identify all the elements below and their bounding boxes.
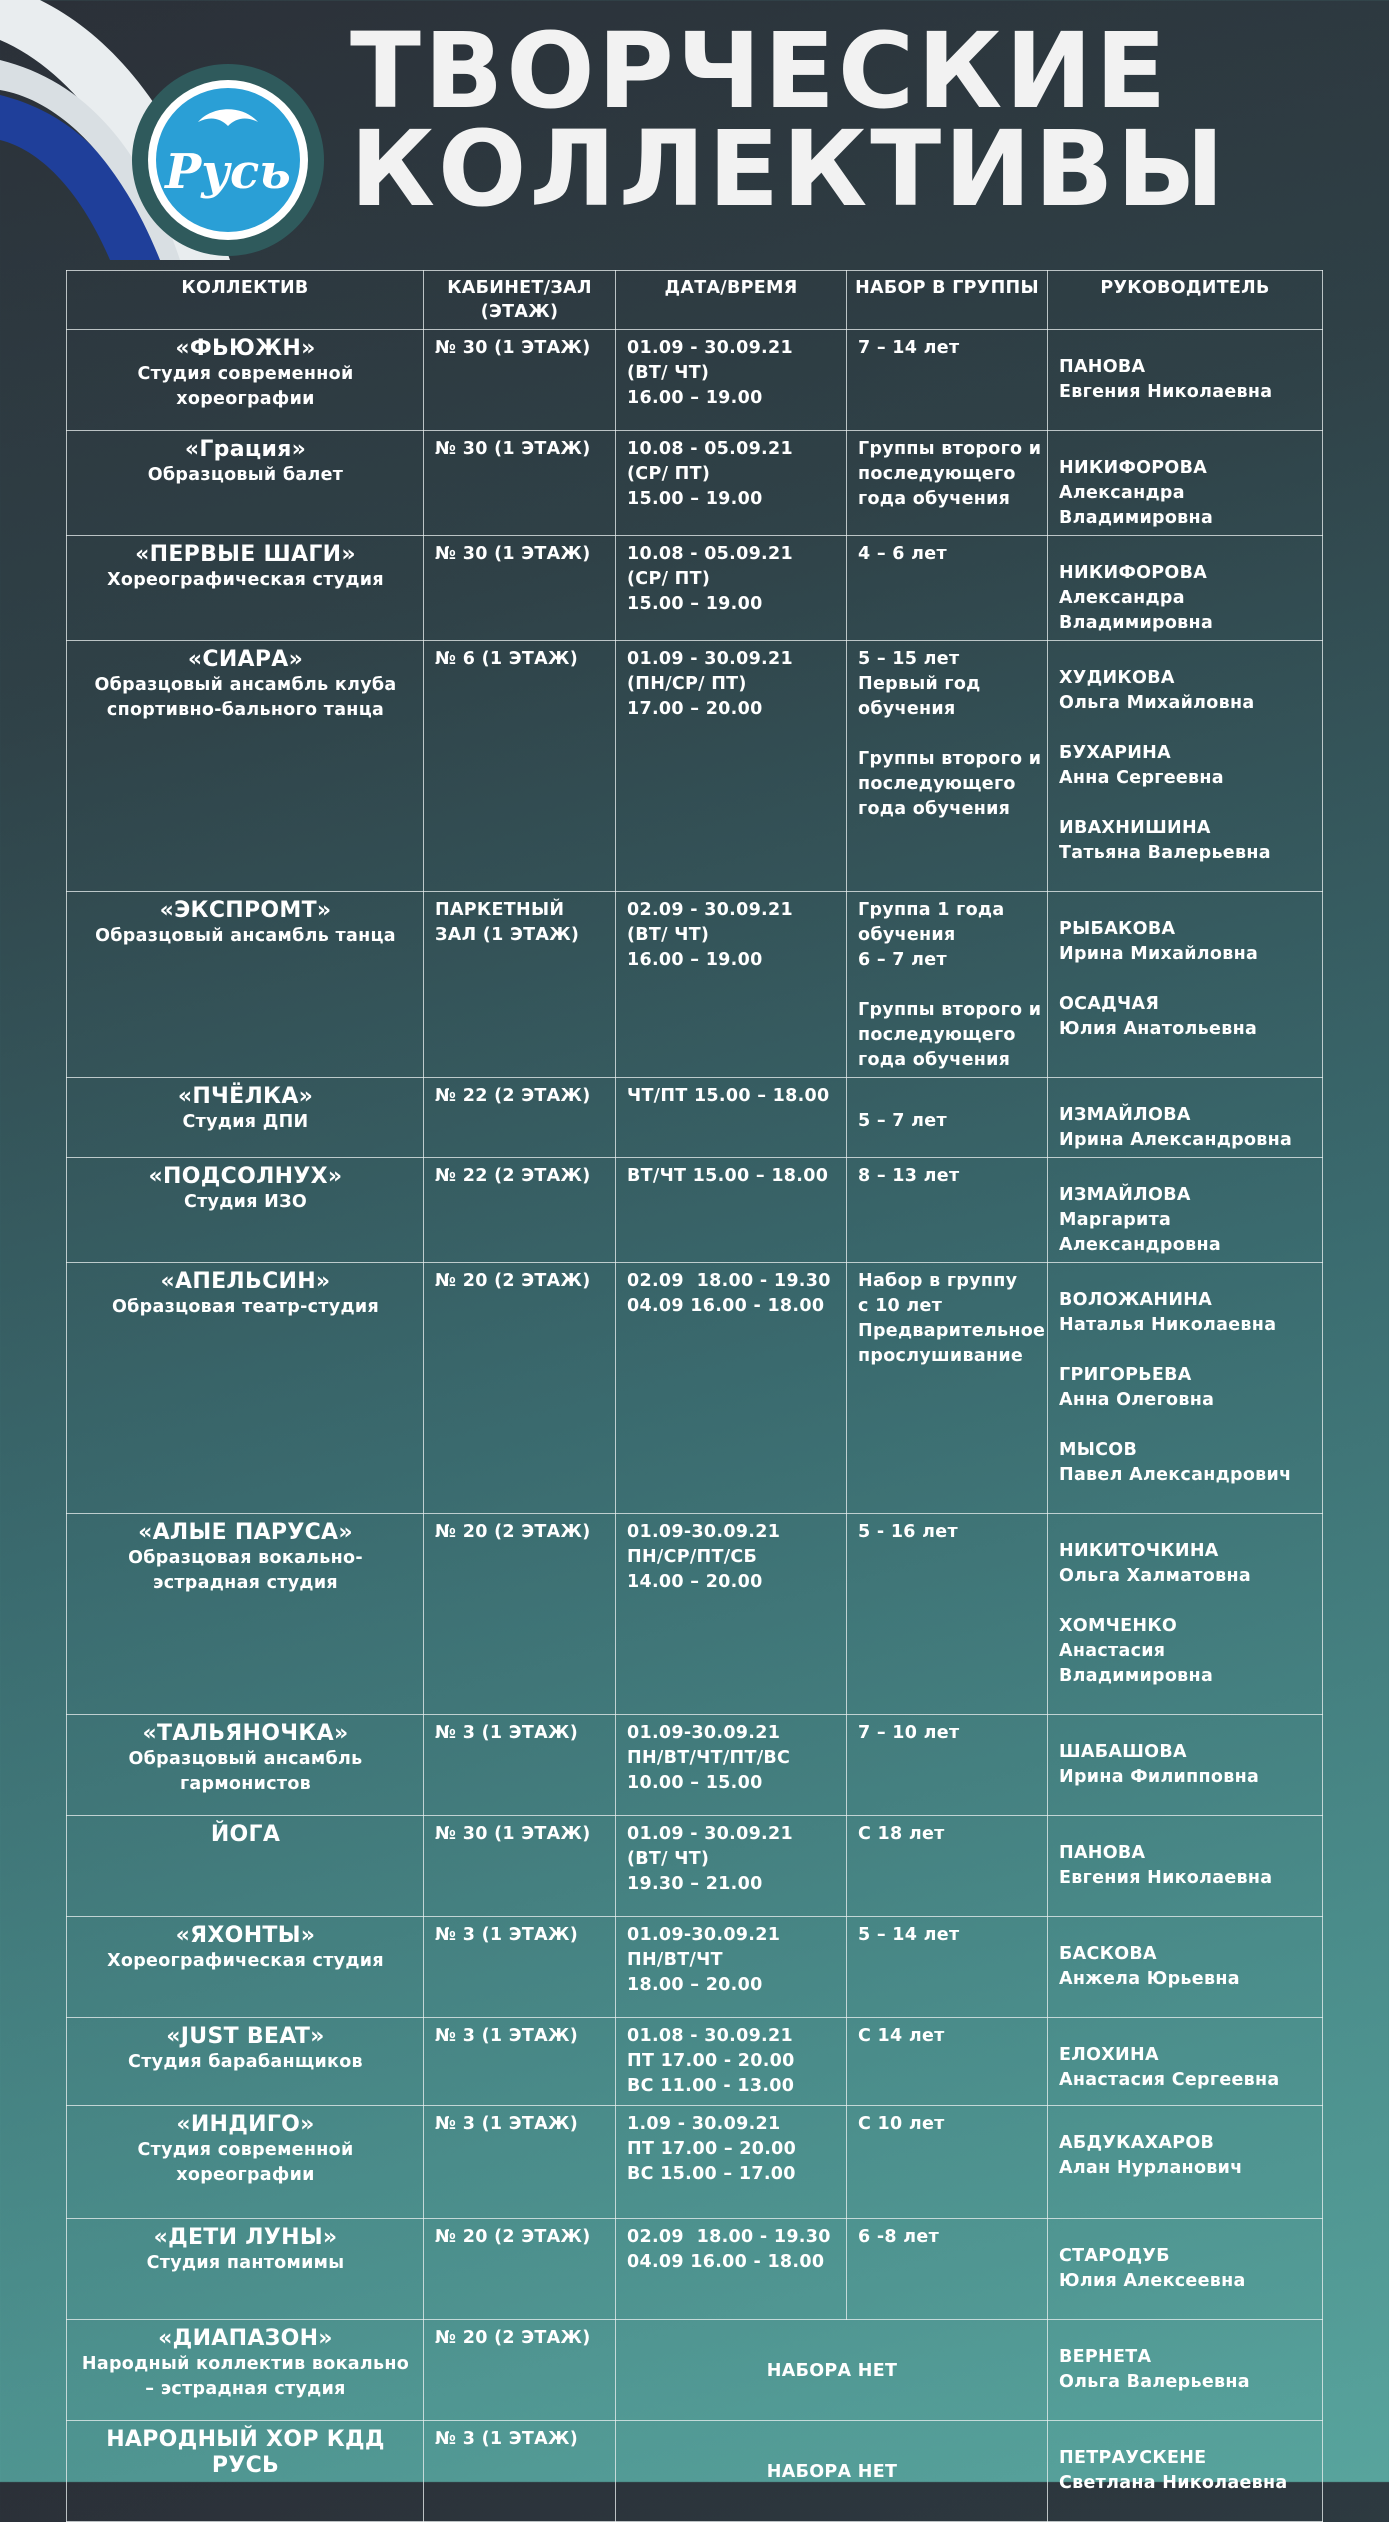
cell-enrollment (847, 1715, 1048, 1816)
datetime-line: 14.00 – 20.00 (627, 1572, 763, 1592)
enrollment-line: обучения (858, 925, 956, 945)
cell-datetime (616, 1917, 847, 2018)
datetime-line: 16.00 – 19.00 (627, 950, 763, 970)
enrollment-line (858, 1084, 1037, 1109)
collective-name: НАРОДНЫЙ ХОР КДД РУСЬ (106, 2427, 385, 2478)
cell-room: № 3 (1 ЭТАЖ) (424, 2018, 616, 2106)
collective-name: «Грация» (184, 437, 307, 462)
datetime-line: 01.09 - 30.09.21 (627, 649, 793, 669)
collective-name: «ТАЛЬЯНОЧКА» (142, 1721, 349, 1746)
leader-line: Анна Сергеевна (1059, 768, 1224, 788)
cell-collective (67, 431, 424, 536)
cell-leader (1048, 1263, 1323, 1514)
table-row (67, 2320, 1323, 2421)
datetime-line: 04.09 16.00 - 18.00 (627, 1296, 825, 1316)
cell-collective (67, 1263, 424, 1514)
leader-line: ВОЛОЖАНИНА (1059, 1290, 1213, 1310)
datetime-line: (СР/ ПТ) (627, 464, 711, 484)
leader-line: БУХАРИНА (1059, 743, 1171, 763)
enrollment-line: 6 – 7 лет (858, 950, 947, 970)
datetime-line: ПН/ВТ/ЧТ/ПТ/ВС (627, 1748, 791, 1768)
collective-name: «ФЬЮЖН» (175, 336, 316, 361)
enrollment-line: обучения (858, 699, 956, 719)
leader-line: АБДУКАХАРОВ (1059, 2133, 1215, 2153)
collective-description: Народный коллектив вокально – эстрадная студия (81, 2354, 410, 2399)
table-row (67, 2421, 1323, 2522)
enrollment-line: 5 - 16 лет (858, 1522, 958, 1542)
cell-enrollment (847, 2018, 1048, 2106)
leader-line: Александровна (1059, 1235, 1221, 1255)
cell-datetime (616, 1078, 847, 1158)
leader-line: Владимировна (1059, 1666, 1214, 1686)
datetime-line: 01.09 - 30.09.21 (627, 338, 793, 358)
leader-line: ИВАХНИШИНА (1059, 818, 1211, 838)
datetime-line: (ВТ/ ЧТ) (627, 925, 710, 945)
cell-datetime (616, 431, 847, 536)
leader-line: РЫБАКОВА (1059, 919, 1176, 939)
enrollment-line: Группы второго и (858, 1000, 1042, 1020)
cell-enrollment (847, 536, 1048, 641)
enrollment-line: года обучения (858, 799, 1011, 819)
enrollment-line: года обучения (858, 489, 1011, 509)
leader-line: ОСАДЧАЯ (1059, 994, 1160, 1014)
table-row (67, 1263, 1323, 1514)
datetime-line: ПН/СР/ПТ/СБ (627, 1547, 758, 1567)
leader-line: Анастасия Сергеевна (1059, 2070, 1280, 2090)
leader-line: Александра (1059, 588, 1185, 608)
header-leader: РУКОВОДИТЕЛЬ (1048, 271, 1323, 330)
table-row (67, 1514, 1323, 1715)
enrollment-line: года обучения (858, 1050, 1011, 1070)
enrollment-line: прослушивание (858, 1346, 1024, 1366)
datetime-line: 01.09-30.09.21 (627, 1925, 781, 1945)
leader-line: Евгения Николаевна (1059, 382, 1273, 402)
cell-room: № 30 (1 ЭТАЖ) (424, 330, 616, 431)
cell-datetime (616, 2219, 847, 2320)
leader-line: ИЗМАЙЛОВА (1059, 1105, 1191, 1125)
cell-leader (1048, 892, 1323, 1078)
leader-line: Павел Александрович (1059, 1465, 1292, 1485)
cell-collective (67, 641, 424, 892)
cell-collective (67, 330, 424, 431)
leader-line: ГРИГОРЬЕВА (1059, 1365, 1192, 1385)
leader-line: Евгения Николаевна (1059, 1868, 1273, 1888)
enrollment-line: 8 – 13 лет (858, 1166, 960, 1186)
datetime-line: 02.09 18.00 - 19.30 (627, 2227, 831, 2247)
leader-line: Анжела Юрьевна (1059, 1969, 1240, 1989)
datetime-line: 01.09 - 30.09.21 (627, 1824, 793, 1844)
leader-line: Анна Олеговна (1059, 1390, 1215, 1410)
cell-enrollment (847, 1514, 1048, 1715)
leader-line (1059, 791, 1312, 816)
cell-room: № 3 (1 ЭТАЖ) (424, 2106, 616, 2219)
datetime-line: 04.09 16.00 - 18.00 (627, 2252, 825, 2272)
cell-datetime (616, 330, 847, 431)
cell-datetime (616, 536, 847, 641)
cell-leader (1048, 1917, 1323, 2018)
schedule-table (66, 270, 1323, 2522)
leader-line: ХУДИКОВА (1059, 668, 1175, 688)
datetime-line: 1.09 - 30.09.21 (627, 2114, 781, 2134)
leader-line: Ольга Валерьевна (1059, 2372, 1250, 2392)
cell-leader (1048, 1514, 1323, 1715)
leader-line: ПАНОВА (1059, 357, 1146, 377)
table-row (67, 536, 1323, 641)
datetime-line: 10.00 – 15.00 (627, 1773, 763, 1793)
cell-room: № 20 (2 ЭТАЖ) (424, 2219, 616, 2320)
enrollment-line: 4 – 6 лет (858, 544, 947, 564)
datetime-line: 10.08 - 05.09.21 (627, 544, 793, 564)
cell-no-enrollment: НАБОРА НЕТ (616, 2320, 1048, 2421)
cell-collective (67, 2320, 424, 2421)
cell-room: № 3 (1 ЭТАЖ) (424, 2421, 616, 2522)
cell-leader (1048, 1715, 1323, 1816)
collective-name: «ДИАПАЗОН» (158, 2326, 333, 2351)
cell-enrollment (847, 2219, 1048, 2320)
datetime-line: (ВТ/ ЧТ) (627, 363, 710, 383)
cell-leader (1048, 330, 1323, 431)
leader-line: Наталья Николаевна (1059, 1315, 1277, 1335)
cell-leader (1048, 2106, 1323, 2219)
cell-collective (67, 536, 424, 641)
collective-description: Студия ИЗО (183, 1192, 308, 1212)
cell-room: № 30 (1 ЭТАЖ) (424, 431, 616, 536)
collective-description: Образцовый балет (147, 465, 344, 485)
table-row (67, 2219, 1323, 2320)
collective-name: «JUST BEAT» (166, 2024, 325, 2049)
datetime-line: 17.00 – 20.00 (627, 699, 763, 719)
collective-name: «ПЕРВЫЕ ШАГИ» (135, 542, 356, 567)
cell-collective (67, 2106, 424, 2219)
enrollment-line: Предварительное (858, 1321, 1046, 1341)
datetime-line: 19.30 – 21.00 (627, 1874, 763, 1894)
leader-line: Владимировна (1059, 508, 1214, 528)
cell-room: № 20 (2 ЭТАЖ) (424, 1263, 616, 1514)
cell-room: ПАРКЕТНЫЙ ЗАЛ (1 ЭТАЖ) (424, 892, 616, 1078)
table-row (67, 2018, 1323, 2106)
leader-line: ХОМЧЕНКО (1059, 1616, 1178, 1636)
datetime-line: 01.09-30.09.21 (627, 1723, 781, 1743)
collective-description: Образцовая вокально-эстрадная студия (128, 1548, 363, 1593)
cell-enrollment (847, 1078, 1048, 1158)
collective-description: Студия современной хореографии (137, 2140, 354, 2185)
cell-collective (67, 1715, 424, 1816)
collective-description: Образцовая театр-студия (111, 1297, 380, 1317)
cell-enrollment (847, 892, 1048, 1078)
cell-datetime (616, 1514, 847, 1715)
datetime-line: (СР/ ПТ) (627, 569, 711, 589)
cell-no-enrollment: НАБОРА НЕТ (616, 2421, 1048, 2522)
leader-line: Ирина Филипповна (1059, 1767, 1260, 1787)
enrollment-line: 6 -8 лет (858, 2227, 940, 2247)
enrollment-line: 7 – 10 лет (858, 1723, 960, 1743)
datetime-line: ВС 15.00 – 17.00 (627, 2164, 796, 2184)
table-row (67, 330, 1323, 431)
leader-line: ПАНОВА (1059, 1843, 1146, 1863)
cell-collective (67, 2421, 424, 2522)
cell-datetime (616, 892, 847, 1078)
cell-enrollment (847, 1917, 1048, 2018)
collective-description: Образцовый ансамбль танца (95, 926, 396, 946)
table-row (67, 1816, 1323, 1917)
leader-line (1059, 1338, 1312, 1363)
enrollment-line: с 10 лет (858, 1296, 943, 1316)
header-datetime: ДАТА/ВРЕМЯ (616, 271, 847, 330)
enrollment-line: Группа 1 года (858, 900, 1005, 920)
enrollment-line: С 18 лет (858, 1824, 945, 1844)
leader-line: Анастасия (1059, 1641, 1166, 1661)
leader-line: Татьяна Валерьевна (1059, 843, 1271, 863)
cell-leader (1048, 2320, 1323, 2421)
collective-name: «ЭКСПРОМТ» (159, 898, 332, 923)
leader-line (1059, 1413, 1312, 1438)
datetime-line: ВС 11.00 - 13.00 (627, 2076, 795, 2096)
leader-line: Маргарита (1059, 1210, 1172, 1230)
enrollment-line (858, 722, 1037, 747)
cell-room: № 22 (2 ЭТАЖ) (424, 1078, 616, 1158)
datetime-line: 15.00 – 19.00 (627, 594, 763, 614)
leader-line: ШАБАШОВА (1059, 1742, 1187, 1762)
header-room: КАБИНЕТ/ЗАЛ (ЭТАЖ) (424, 271, 616, 330)
collective-name: «ИНДИГО» (176, 2112, 315, 2137)
datetime-line: 18.00 – 20.00 (627, 1975, 763, 1995)
collective-description: Образцовый ансамбль клуба спортивно-бального танца (94, 675, 397, 720)
leader-line: Александра (1059, 483, 1185, 503)
collective-name: «АЛЫЕ ПАРУСА» (138, 1520, 353, 1545)
cell-enrollment (847, 1816, 1048, 1917)
title-line-1: ТВОРЧЕСКИЕ (350, 10, 1170, 132)
leader-line: Алан Нурланович (1059, 2158, 1243, 2178)
collective-name: «ПОДСОЛНУХ» (148, 1164, 343, 1189)
table-body (67, 330, 1323, 2522)
logo-emblem-icon (128, 60, 328, 260)
cell-leader (1048, 1158, 1323, 1263)
leader-line: ВЕРНЕТА (1059, 2347, 1152, 2367)
cell-datetime (616, 2018, 847, 2106)
cell-collective (67, 1158, 424, 1263)
cell-collective (67, 1078, 424, 1158)
table-row (67, 892, 1323, 1078)
header-enrollment: НАБОР В ГРУППЫ (847, 271, 1048, 330)
leader-line (1059, 1589, 1312, 1614)
collective-description: Студия пантомимы (146, 2253, 345, 2273)
enrollment-line: последующего (858, 774, 1016, 794)
leader-line: Ольга Халматовна (1059, 1566, 1251, 1586)
leader-line: Ольга Михайловна (1059, 693, 1255, 713)
title-line-2: КОЛЛЕКТИВЫ (350, 108, 1228, 230)
datetime-line: 16.00 – 19.00 (627, 388, 763, 408)
collective-description: Хореографическая студия (107, 1951, 384, 1971)
cell-collective (67, 2219, 424, 2320)
header-collective: КОЛЛЕКТИВ (67, 271, 424, 330)
leader-line: ПЕТРАУСКЕНЕ (1059, 2448, 1207, 2468)
datetime-line: (ВТ/ ЧТ) (627, 1849, 710, 1869)
datetime-line: 01.09-30.09.21 (627, 1522, 781, 1542)
cell-datetime (616, 1263, 847, 1514)
cell-leader (1048, 2219, 1323, 2320)
leader-line: НИКИТОЧКИНА (1059, 1541, 1219, 1561)
collective-description: Студия современной хореографии (137, 364, 354, 409)
cell-enrollment (847, 2106, 1048, 2219)
datetime-line: 02.09 18.00 - 19.30 (627, 1271, 831, 1291)
leader-line: Ирина Михайловна (1059, 944, 1259, 964)
datetime-line: (ПН/СР/ ПТ) (627, 674, 747, 694)
leader-line: ИЗМАЙЛОВА (1059, 1185, 1191, 1205)
cell-enrollment (847, 1158, 1048, 1263)
cell-collective (67, 2018, 424, 2106)
enrollment-line: 5 – 15 лет (858, 649, 960, 669)
cell-collective (67, 1514, 424, 1715)
cell-enrollment (847, 641, 1048, 892)
cell-datetime (616, 2106, 847, 2219)
table-row (67, 1078, 1323, 1158)
datetime-line: 10.08 - 05.09.21 (627, 439, 793, 459)
cell-datetime (616, 641, 847, 892)
cell-collective (67, 892, 424, 1078)
leader-line: Светлана Николаевна (1059, 2473, 1288, 2493)
collective-name: «ДЕТИ ЛУНЫ» (153, 2225, 338, 2250)
cell-collective (67, 1917, 424, 2018)
enrollment-line: 5 – 7 лет (858, 1111, 947, 1131)
cell-datetime (616, 1816, 847, 1917)
table-row (67, 431, 1323, 536)
table-row (67, 1158, 1323, 1263)
collective-description: Хореографическая студия (107, 570, 384, 590)
enrollment-line: последующего (858, 464, 1016, 484)
leader-line: Владимировна (1059, 613, 1214, 633)
cell-enrollment (847, 431, 1048, 536)
datetime-line: ПН/ВТ/ЧТ (627, 1950, 723, 1970)
leader-line: СТАРОДУБ (1059, 2246, 1170, 2266)
cell-datetime (616, 1715, 847, 1816)
enrollment-line: Набор в группу (858, 1271, 1018, 1291)
leader-line (1059, 716, 1312, 741)
cell-leader (1048, 2018, 1323, 2106)
cell-leader (1048, 431, 1323, 536)
svg-text:Русь: Русь (165, 144, 291, 200)
cell-room: № 6 (1 ЭТАЖ) (424, 641, 616, 892)
cell-room: № 20 (2 ЭТАЖ) (424, 2320, 616, 2421)
enrollment-line: 5 – 14 лет (858, 1925, 960, 1945)
cell-room: № 30 (1 ЭТАЖ) (424, 1816, 616, 1917)
table-row (67, 1917, 1323, 2018)
datetime-line: ЧТ/ПТ 15.00 – 18.00 (627, 1086, 830, 1106)
cell-room: № 3 (1 ЭТАЖ) (424, 1917, 616, 2018)
datetime-line: 15.00 – 19.00 (627, 489, 763, 509)
collective-name: «ЯХОНТЫ» (175, 1923, 316, 1948)
enrollment-line: С 14 лет (858, 2026, 945, 2046)
cell-leader (1048, 2421, 1323, 2522)
enrollment-line: Группы второго и (858, 749, 1042, 769)
enrollment-line: 7 – 14 лет (858, 338, 960, 358)
enrollment-line: С 10 лет (858, 2114, 945, 2134)
cell-datetime (616, 1158, 847, 1263)
cell-leader (1048, 536, 1323, 641)
datetime-line: ВТ/ЧТ 15.00 – 18.00 (627, 1166, 829, 1186)
cell-leader (1048, 1816, 1323, 1917)
datetime-line: ПТ 17.00 – 20.00 (627, 2139, 797, 2159)
collective-name: «ПЧЁЛКА» (177, 1084, 314, 1109)
table-row (67, 2106, 1323, 2219)
leader-line (1059, 967, 1312, 992)
table-row (67, 1715, 1323, 1816)
logo (128, 60, 328, 260)
datetime-line: ПТ 17.00 - 20.00 (627, 2051, 795, 2071)
page-title (350, 10, 1350, 230)
collective-name: ЙОГА (210, 1822, 281, 1847)
table-header-row (67, 271, 1323, 330)
leader-line: МЫСОВ (1059, 1440, 1138, 1460)
cell-leader (1048, 641, 1323, 892)
leader-line: Юлия Алексеевна (1059, 2271, 1246, 2291)
cell-enrollment (847, 330, 1048, 431)
leader-line: Юлия Анатольевна (1059, 1019, 1258, 1039)
collective-name: «СИАРА» (187, 647, 304, 672)
leader-line: НИКИФОРОВА (1059, 563, 1208, 583)
cell-room: № 3 (1 ЭТАЖ) (424, 1715, 616, 1816)
enrollment-line (858, 973, 1037, 998)
leader-line: Ирина Александровна (1059, 1130, 1293, 1150)
leader-line: БАСКОВА (1059, 1944, 1157, 1964)
collective-description: Студия ДПИ (182, 1112, 309, 1132)
datetime-line: 01.08 - 30.09.21 (627, 2026, 793, 2046)
collective-description: Студия барабанщиков (128, 2052, 363, 2072)
enrollment-line: последующего (858, 1025, 1016, 1045)
leader-line: ЕЛОХИНА (1059, 2045, 1159, 2065)
cell-room: № 30 (1 ЭТАЖ) (424, 536, 616, 641)
datetime-line: 02.09 - 30.09.21 (627, 900, 793, 920)
enrollment-line: Первый год (858, 674, 981, 694)
enrollment-line: Группы второго и (858, 439, 1042, 459)
cell-collective (67, 1816, 424, 1917)
collective-description: Образцовый ансамбль гармонистов (128, 1749, 363, 1794)
leader-line: НИКИФОРОВА (1059, 458, 1208, 478)
cell-room: № 22 (2 ЭТАЖ) (424, 1158, 616, 1263)
collective-name: «АПЕЛЬСИН» (160, 1269, 331, 1294)
table-row (67, 641, 1323, 892)
cell-leader (1048, 1078, 1323, 1158)
cell-room: № 20 (2 ЭТАЖ) (424, 1514, 616, 1715)
cell-enrollment (847, 1263, 1048, 1514)
